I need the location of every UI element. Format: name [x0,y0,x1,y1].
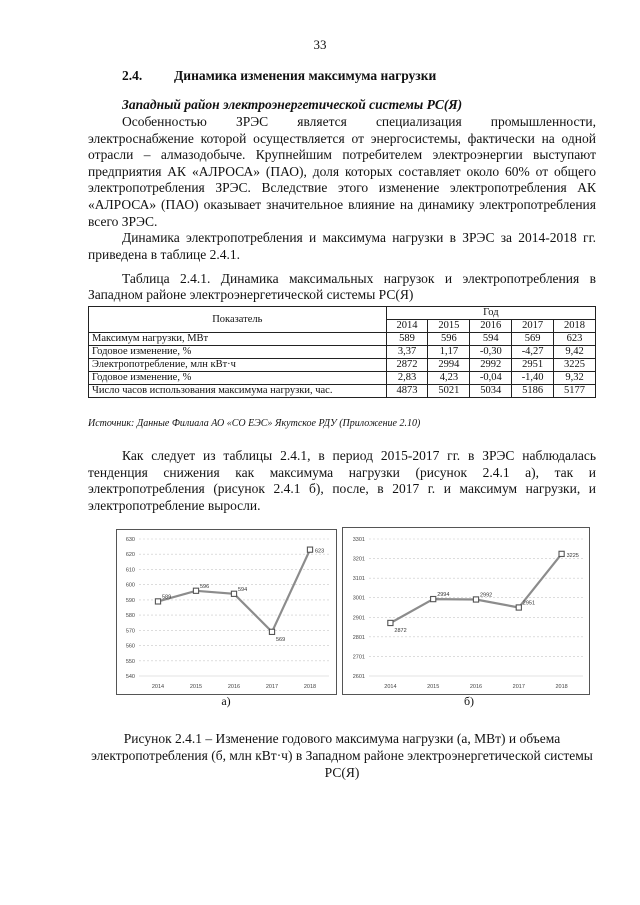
data-point [559,551,564,556]
x-tick-label: 2018 [303,684,317,690]
cell: 5177 [554,385,596,398]
paragraph-2: Динамика электропотребления и максимума нагрузки в ЗРЭС за 2014-2018 гг. приведена в таблице 2.4.1. [88,230,596,262]
y-tick-label: 540 [125,674,135,680]
y-tick-label: 590 [125,597,135,604]
cell: 3,37 [386,346,428,359]
cell: 5034 [470,385,512,398]
section-heading [122,68,436,84]
year-cell: 2017 [512,320,554,333]
data-label: 2994 [437,592,450,599]
data-table [88,306,596,398]
chart-a-sublabel: а) [221,694,231,708]
cell: 569 [512,333,554,346]
x-tick-label: 2014 [384,684,397,690]
y-tick-label: 610 [125,567,135,574]
row-label: Годовое изменение, % [89,346,387,359]
y-tick-label: 3201 [352,556,365,563]
y-tick-label: 630 [125,537,135,543]
year-cell: 2018 [554,320,596,333]
cell: 9,42 [554,346,596,359]
data-label: 2992 [480,592,493,599]
y-tick-label: 620 [125,552,135,559]
y-tick-label: 2601 [352,674,365,680]
y-tick-label: 580 [125,613,135,620]
cell: 594 [470,333,512,346]
cell: 589 [386,333,428,346]
y-tick-label: 2801 [352,634,365,641]
table-row [89,385,596,398]
table-header-indicator: Показатель [89,307,387,333]
cell: 2872 [386,359,428,372]
data-label: 589 [162,594,172,601]
cell: -0,30 [470,346,512,359]
data-label: 3225 [566,552,579,559]
data-label: 2951 [522,600,536,607]
section-number: 2.4. [122,68,143,83]
table-source: Источник: Данные Филиала АО «СО ЕЭС» Якутское РДУ (Приложение 2.10) [88,418,421,429]
cell: 5021 [428,385,470,398]
row-label: Электропотребление, млн кВт·ч [89,359,387,372]
y-tick-label: 600 [125,582,135,589]
section-title: Динамика изменения максимума нагрузки [174,68,437,83]
paragraph-1: Особенностью ЗРЭС является специализация промышленности, электроснабжение которой осуществляется от энергосистемы, фактически на одной отрасли – алмазодобыче. Крупнейшим потребителем электроэнергии выступают предприятия АК «АЛРОСА» (ПАО), доля которых составляет около 60% от общего электропотребления ЗРЭС. Вследствие этого изменение электропотребления АК «АЛРОСА» (ПАО) оказывает значительное влияние на динамику электропотребления всего ЗРЭС. [88,114,596,229]
cell: 596 [428,333,470,346]
x-tick-label: 2015 [189,684,203,690]
cell: 623 [554,333,596,346]
data-point [516,605,521,610]
body-text [88,114,596,263]
cell: 4,23 [428,372,470,385]
year-cell: 2016 [470,320,512,333]
y-tick-label: 2901 [352,615,365,622]
row-label: Число часов использования максимума нагрузки, час. [89,385,387,398]
table-header-row [89,307,596,320]
cell: 2,83 [386,372,428,385]
cell: 3225 [554,359,596,372]
y-tick-label: 2701 [352,654,365,661]
x-tick-label: 2014 [151,684,165,690]
year-cell: 2015 [428,320,470,333]
data-label: 596 [200,583,210,590]
cell: -1,40 [512,372,554,385]
figure-caption: Рисунок 2.4.1 – Изменение годового максимума нагрузки (а, МВт) и объема электропотребления (б, млн кВт·ч) в Западном районе электроэнергетической системы РС(Я) [91,731,593,780]
data-point [431,596,436,601]
chart-a [117,530,336,694]
data-point [269,629,274,634]
chart-b-sublabel: б) [463,694,475,708]
chart-b-frame [342,527,590,695]
series-line [390,554,561,623]
y-tick-label: 570 [125,628,135,635]
chart-b [343,528,589,694]
y-tick-label: 3001 [352,595,365,602]
data-point [473,597,478,602]
x-tick-label: 2015 [427,684,440,690]
row-label: Максимум нагрузки, МВт [89,333,387,346]
data-point [388,620,393,625]
data-point [231,591,236,596]
cell: 4873 [386,385,428,398]
cell: 2992 [470,359,512,372]
chart-a-frame [116,529,337,695]
paragraph-3: Как следует из таблицы 2.4.1, в период 2015-2017 гг. в ЗРЭС наблюдалась тенденция снижения как максимума нагрузки (рисунок 2.4.1 а), так и электропотребления (рисунок 2.4.1 б), после, в 2017 г. и максимум нагрузки, и электропотребление выросли. [88,448,596,513]
year-cell: 2014 [386,320,428,333]
table-row [89,346,596,359]
x-tick-label: 2017 [265,684,279,690]
table-caption: Таблица 2.4.1. Динамика максимальных нагрузок и электропотребления в Западном районе электроэнергетической системы РС(Я) [88,271,596,302]
cell: 1,17 [428,346,470,359]
cell: -4,27 [512,346,554,359]
data-label: 594 [238,586,248,593]
cell: 9,32 [554,372,596,385]
x-tick-label: 2017 [512,684,525,690]
data-label: 569 [276,636,286,643]
table-header-year: Год [386,307,595,320]
cell: -0,04 [470,372,512,385]
y-tick-label: 550 [125,658,135,665]
y-tick-label: 560 [125,643,135,650]
x-tick-label: 2016 [469,684,483,690]
data-point [193,588,198,593]
x-tick-label: 2016 [227,684,241,690]
y-tick-label: 3101 [352,576,365,583]
data-label: 2872 [394,627,407,634]
data-label: 623 [315,548,325,555]
data-point [307,547,312,552]
data-point [155,599,160,604]
table-row [89,359,596,372]
subsection-title: Западный район электроэнергетической системы РС(Я) [122,97,463,112]
table-row [89,372,596,385]
x-tick-label: 2018 [555,684,568,690]
cell: 5186 [512,385,554,398]
page-number: 33 [313,37,327,52]
cell: 2994 [428,359,470,372]
y-tick-label: 3301 [352,537,365,543]
cell: 2951 [512,359,554,372]
table-row [89,333,596,346]
row-label: Годовое изменение, % [89,372,387,385]
body-text-after [88,448,596,514]
